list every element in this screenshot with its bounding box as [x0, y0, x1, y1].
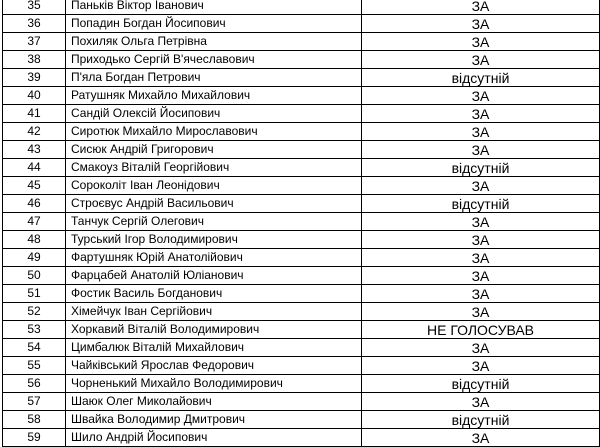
- table-row: [3, 249, 600, 267]
- row-number-cell: 51: [3, 285, 66, 303]
- table-row: [3, 87, 600, 105]
- deputy-name-cell: Шило Андрій Йосипович: [66, 429, 362, 447]
- table-row: [3, 15, 600, 33]
- vote-result-cell: ЗА: [362, 177, 600, 195]
- table-row: [3, 195, 600, 213]
- deputy-name-cell: Похиляк Ольга Петрівна: [66, 33, 362, 51]
- deputy-name-cell: Приходько Сергій В'ячеславович: [66, 51, 362, 69]
- deputy-name-cell: Сиротюк Михайло Мирославович: [66, 123, 362, 141]
- row-number-cell: 42: [3, 123, 66, 141]
- vote-result-cell: відсутній: [362, 159, 600, 177]
- vote-result-cell: ЗА: [362, 393, 600, 411]
- table-row: [3, 393, 600, 411]
- table-row: [3, 51, 600, 69]
- vote-result-cell: ЗА: [362, 87, 600, 105]
- row-number-cell: 45: [3, 177, 66, 195]
- table-row: [3, 69, 600, 87]
- row-number-cell: 38: [3, 51, 66, 69]
- table-row: [3, 159, 600, 177]
- row-number-cell: 56: [3, 375, 66, 393]
- table-row: [3, 411, 600, 429]
- row-number-cell: 53: [3, 321, 66, 339]
- vote-result-cell: ЗА: [362, 213, 600, 231]
- table-row: [3, 357, 600, 375]
- deputy-name-cell: Сандій Олексій Йосипович: [66, 105, 362, 123]
- row-number-cell: 44: [3, 159, 66, 177]
- deputy-name-cell: Паньків Віктор Іванович: [66, 0, 362, 15]
- row-number-cell: 50: [3, 267, 66, 285]
- deputy-name-cell: Сороколіт Іван Леонідович: [66, 177, 362, 195]
- table-row: [3, 267, 600, 285]
- row-number-cell: 58: [3, 411, 66, 429]
- row-number-cell: 41: [3, 105, 66, 123]
- table-row: [3, 123, 600, 141]
- vote-result-cell: відсутній: [362, 411, 600, 429]
- row-number-cell: 36: [3, 15, 66, 33]
- vote-result-cell: ЗА: [362, 105, 600, 123]
- table-row: [3, 0, 600, 15]
- vote-result-cell: НЕ ГОЛОСУВАВ: [362, 321, 600, 339]
- row-number-cell: 52: [3, 303, 66, 321]
- deputy-name-cell: Попадин Богдан Йосипович: [66, 15, 362, 33]
- vote-result-cell: ЗА: [362, 357, 600, 375]
- deputy-name-cell: Цимбалюк Віталій Михайлович: [66, 339, 362, 357]
- vote-result-cell: ЗА: [362, 123, 600, 141]
- row-number-cell: 57: [3, 393, 66, 411]
- deputy-name-cell: Фостик Василь Богданович: [66, 285, 362, 303]
- row-number-cell: 40: [3, 87, 66, 105]
- deputy-name-cell: Чайківський Ярослав Федорович: [66, 357, 362, 375]
- deputy-name-cell: П'яла Богдан Петрович: [66, 69, 362, 87]
- vote-result-cell: ЗА: [362, 33, 600, 51]
- row-number-cell: 43: [3, 141, 66, 159]
- deputy-name-cell: Шаюк Олег Миколайович: [66, 393, 362, 411]
- deputy-name-cell: Ратушняк Михайло Михайлович: [66, 87, 362, 105]
- row-number-cell: 55: [3, 357, 66, 375]
- table-row: [3, 141, 600, 159]
- row-number-cell: 47: [3, 213, 66, 231]
- deputy-name-cell: Строєвус Андрій Васильович: [66, 195, 362, 213]
- row-number-cell: 46: [3, 195, 66, 213]
- deputy-name-cell: Танчук Сергій Олегович: [66, 213, 362, 231]
- vote-result-cell: ЗА: [362, 303, 600, 321]
- table-row: [3, 375, 600, 393]
- row-number-cell: 59: [3, 429, 66, 447]
- table-row: [3, 177, 600, 195]
- row-number-cell: 54: [3, 339, 66, 357]
- vote-result-cell: ЗА: [362, 285, 600, 303]
- table-row: [3, 321, 600, 339]
- vote-result-cell: ЗА: [362, 249, 600, 267]
- vote-result-cell: ЗА: [362, 267, 600, 285]
- vote-result-cell: ЗА: [362, 0, 600, 15]
- vote-result-cell: ЗА: [362, 231, 600, 249]
- row-number-cell: 35: [3, 0, 66, 15]
- vote-result-cell: відсутній: [362, 69, 600, 87]
- vote-result-cell: відсутній: [362, 195, 600, 213]
- deputy-name-cell: Турський Ігор Володимирович: [66, 231, 362, 249]
- row-number-cell: 39: [3, 69, 66, 87]
- deputy-name-cell: Швайка Володимир Дмитрович: [66, 411, 362, 429]
- table-row: [3, 213, 600, 231]
- table-row: [3, 231, 600, 249]
- vote-result-cell: ЗА: [362, 15, 600, 33]
- voting-results-body: [3, 0, 600, 447]
- vote-result-cell: ЗА: [362, 429, 600, 447]
- deputy-name-cell: Хімейчук Іван Сергійович: [66, 303, 362, 321]
- deputy-name-cell: Фарцабей Анатолій Юліанович: [66, 267, 362, 285]
- row-number-cell: 49: [3, 249, 66, 267]
- row-number-cell: 37: [3, 33, 66, 51]
- table-row: [3, 303, 600, 321]
- row-number-cell: 48: [3, 231, 66, 249]
- vote-result-cell: ЗА: [362, 51, 600, 69]
- table-row: [3, 429, 600, 447]
- table-row: [3, 105, 600, 123]
- vote-result-cell: відсутній: [362, 375, 600, 393]
- voting-results-table: [2, 0, 600, 447]
- vote-result-cell: ЗА: [362, 141, 600, 159]
- deputy-name-cell: Чорненький Михайло Володимирович: [66, 375, 362, 393]
- table-row: [3, 33, 600, 51]
- deputy-name-cell: Хоркавий Віталій Володимирович: [66, 321, 362, 339]
- deputy-name-cell: Фартушняк Юрій Анатолійович: [66, 249, 362, 267]
- deputy-name-cell: Смакоуз Віталій Георгійович: [66, 159, 362, 177]
- deputy-name-cell: Сисюк Андрій Григорович: [66, 141, 362, 159]
- vote-result-cell: ЗА: [362, 339, 600, 357]
- table-row: [3, 285, 600, 303]
- table-row: [3, 339, 600, 357]
